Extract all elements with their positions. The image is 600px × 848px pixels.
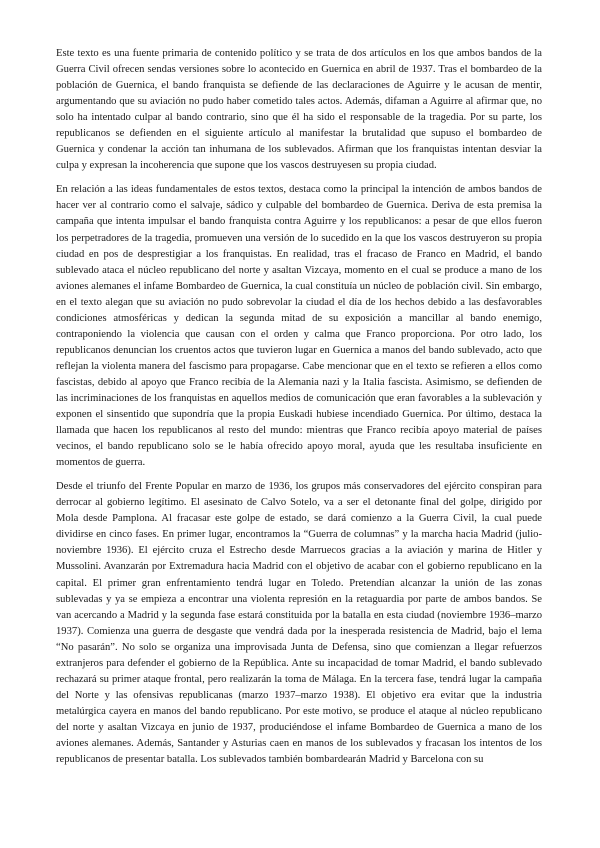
document-page	[56, 46, 542, 768]
paragraph-introduction: Este texto es una fuente primaria de contenido político y se trata de dos artículos en los que ambos bandos de la Guerra Civil ofrecen sendas versiones sobre lo acontecido en Guernica en abril de 1937. Tras el bombardeo de la población de Guernica, el bando franquista se defiende de las declaraciones de Aguirre y le acusan de mentir, argumentando que su aviación no pudo haber cometido tales actos. Además, difaman a Aguirre al afirmar que, no solo ha intentado culpar al bando contrario, sino que él ha sido el responsable de la tragedia. Por su parte, los republicanos se defienden en el siguiente artículo al manifestar la brutalidad que supuso el bombardeo de Guernica y condenar la acción tan inhumana de los sublevados. Afirman que los franquistas intentan desviar la culpa y expresan la incoherencia que supone que los vascos destruyesen su propia ciudad.	[56, 48, 542, 172]
paragraph-historical-context: Desde el triunfo del Frente Popular en marzo de 1936, los grupos más conservadores del ejército conspiran para derrocar al gobierno legítimo. El asesinato de Calvo Sotelo, va a ser el detonante final del golpe, dirigido por Mola desde Pamplona. Al fracasar este golpe de estado, se dará comienzo a la Guerra Civil, la cual puede dividirse en cinco fases. En primer lugar, encontramos la “Guerra de columnas” y la marcha hacia Madrid (julio-noviembre 1936). El ejército cruza el Estrecho desde Marruecos gracias a la aviación y marina de Hitler y Mussolini. Avanzarán por Extremadura hacia Madrid con el objetivo de acabar con el gobierno republicano en la capital. El primer gran enfrentamiento tendrá lugar en Toledo. Pretendían alcanzar la unión de las zonas sublevadas y ya se empieza a encontrar una violenta represión en la retaguardia por parte de ambos bandos. Se van acercando a Madrid y la segunda fase estará constituida por la batalla en esta ciudad (noviembre 1936–marzo 1937). Comienza una guerra de desgaste que vendrá dada por la inesperada resistencia de Madrid, bajo el lema “No pasarán”. No solo se organiza una improvisada Junta de Defensa, sino que comienzan a llegar refuerzos extranjeros para defender el gobierno de la República. Ante su incapacidad de tomar Madrid, el bando sublevado rechazará su primer ataque frontal, pero realizarán la toma de Málaga. En la tercera fase, tendrá lugar la campaña del Norte y las ofensivas republicanas (marzo 1937–marzo 1938). El objetivo era evitar que la industria metalúrgica cayera en manos del bando republicano. Por este motivo, se produce el ataque al núcleo republicano del norte y asaltan Vizcaya en junio de 1937, produciéndose el infame Bombardeo de Guernica a mano de los aviones alemanes. Además, Santander y Asturias caen en manos de los sublevados y fracasan los intentos de los republicanos de presentar batalla. Los sublevados también bombardearán Madrid y Barcelona con su	[56, 481, 542, 766]
paragraph-main-ideas: En relación a las ideas fundamentales de estos textos, destaca como la principal la intención de ambos bandos de hacer ver al contrario como el salvaje, sádico y culpable del bombardeo de Guernica. Deriva de esta premisa la campaña que intenta impulsar el bando franquista contra Aguirre y los republicanos: a pesar de que ellos fueron los perpetradores de la tragedia, promueven una versión de lo sucedido en la que los vascos destruyeron su propia ciudad en pos de desprestigiar a los franquistas. En realidad, tras el fracaso de Franco en Madrid, el bando sublevado ataca el núcleo republicano del norte y asaltan Vizcaya, momento en el cual se produce a mano de los aviones alemanes el infame Bombardeo de Guernica, la cual constituía un núcleo de población civil. Sin embargo, en el texto alegan que su aviación no pudo sobrevolar la ciudad el día de los hechos debido a las desfavorables condiciones atmosféricas y dedican la segunda mitad de su exposición a mancillar al bando enemigo, contraponiendo la violencia que causan con el orden y calma que Franco proporciona. Por otro lado, los republicanos denuncian los cruentos actos que tuvieron lugar en Guernica a manos del bando sublevado, acto que reflejan la violenta manera del fascismo para propagarse. Cabe mencionar que en el texto se refieren a ellos como fascistas, debido al apoyo que Franco recibía de la Alemania nazi y la Italia fascista. Asimismo, se defienden de las incriminaciones de los franquistas en aquellos medios de comunicación que eran favorables a la sublevación y exponen el sinsentido que supondría que la propia Euskadi hubiese incendiado Guernica. Por último, destaca la llamada que hacen los republicanos al resto del mundo: mientras que Franco recibía apoyo material de países vecinos, el bando republicano solo se le había ofrecido apoyo moral, ayuda que les resultaba insuficiente en momentos de guerra.	[56, 184, 542, 469]
